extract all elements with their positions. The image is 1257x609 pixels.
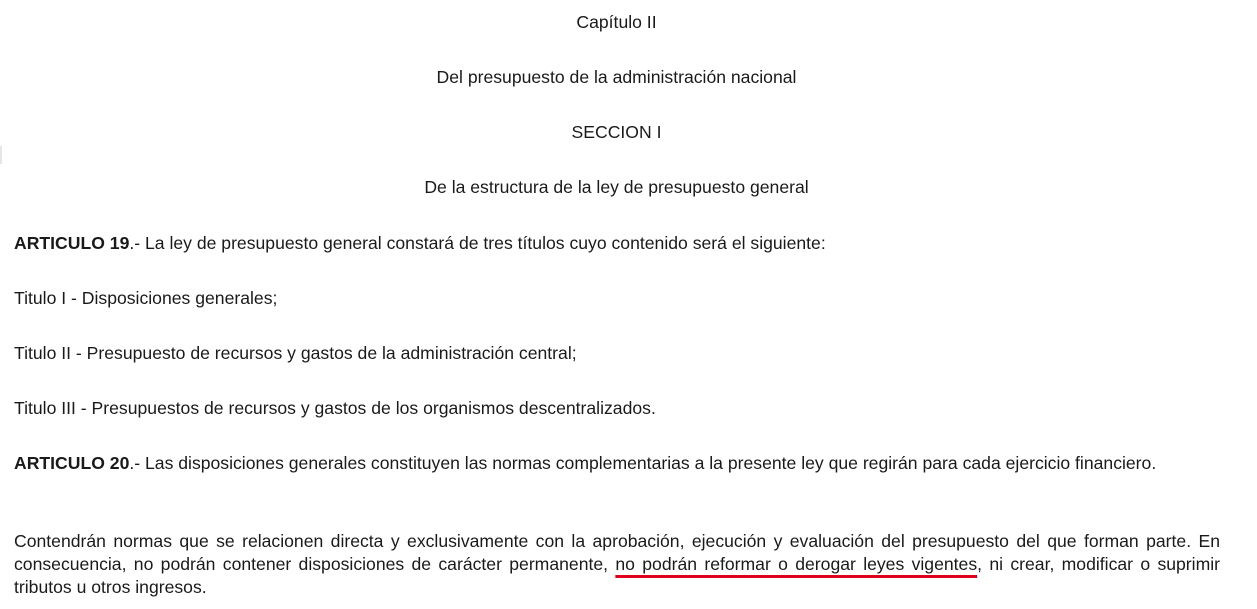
article-19 — [14, 232, 826, 254]
paragraph-text-before: Contendrán normas que se relacionen directa y exclusivamente con la aprobación, ejecución y evaluación del presupuesto del que forman parte. En consecuencia, no podrán contener disposiciones de carácter permanente, — [14, 531, 1220, 574]
article-20-text: .- Las disposiciones generales constituyen las normas complementarias a la presente ley que regirán para cada ejercicio financiero. — [129, 453, 1157, 473]
article-19-label: ARTICULO 19 — [14, 233, 130, 253]
title-item-3: Titulo III - Presupuestos de recursos y gastos de los organismos descentralizados. — [14, 398, 656, 418]
paragraph-text-after: , ni crear, modificar o suprimir tributos u otros ingresos. — [14, 554, 1221, 597]
title-item-2: Titulo II - Presupuesto de recursos y gastos de la administración central; — [14, 343, 577, 363]
article-20 — [14, 452, 1220, 475]
chapter-title: Capítulo II — [576, 12, 657, 32]
highlighted-phrase: no podrán reformar o derogar leyes vigentes — [615, 554, 978, 574]
title-item-1: Titulo I - Disposiciones generales; — [14, 288, 278, 308]
section-title: SECCION I — [571, 122, 662, 142]
article-20-label: ARTICULO 20 — [14, 453, 130, 473]
budget-paragraph — [14, 530, 1220, 599]
article-19-text: .- La ley de presupuesto general constará de tres títulos cuyo contenido será el siguiente: — [129, 233, 826, 253]
section-subtitle: De la estructura de la ley de presupuesto general — [424, 177, 809, 197]
chapter-subtitle: Del presupuesto de la administración nacional — [436, 67, 797, 87]
page-edge-mark — [0, 146, 2, 164]
